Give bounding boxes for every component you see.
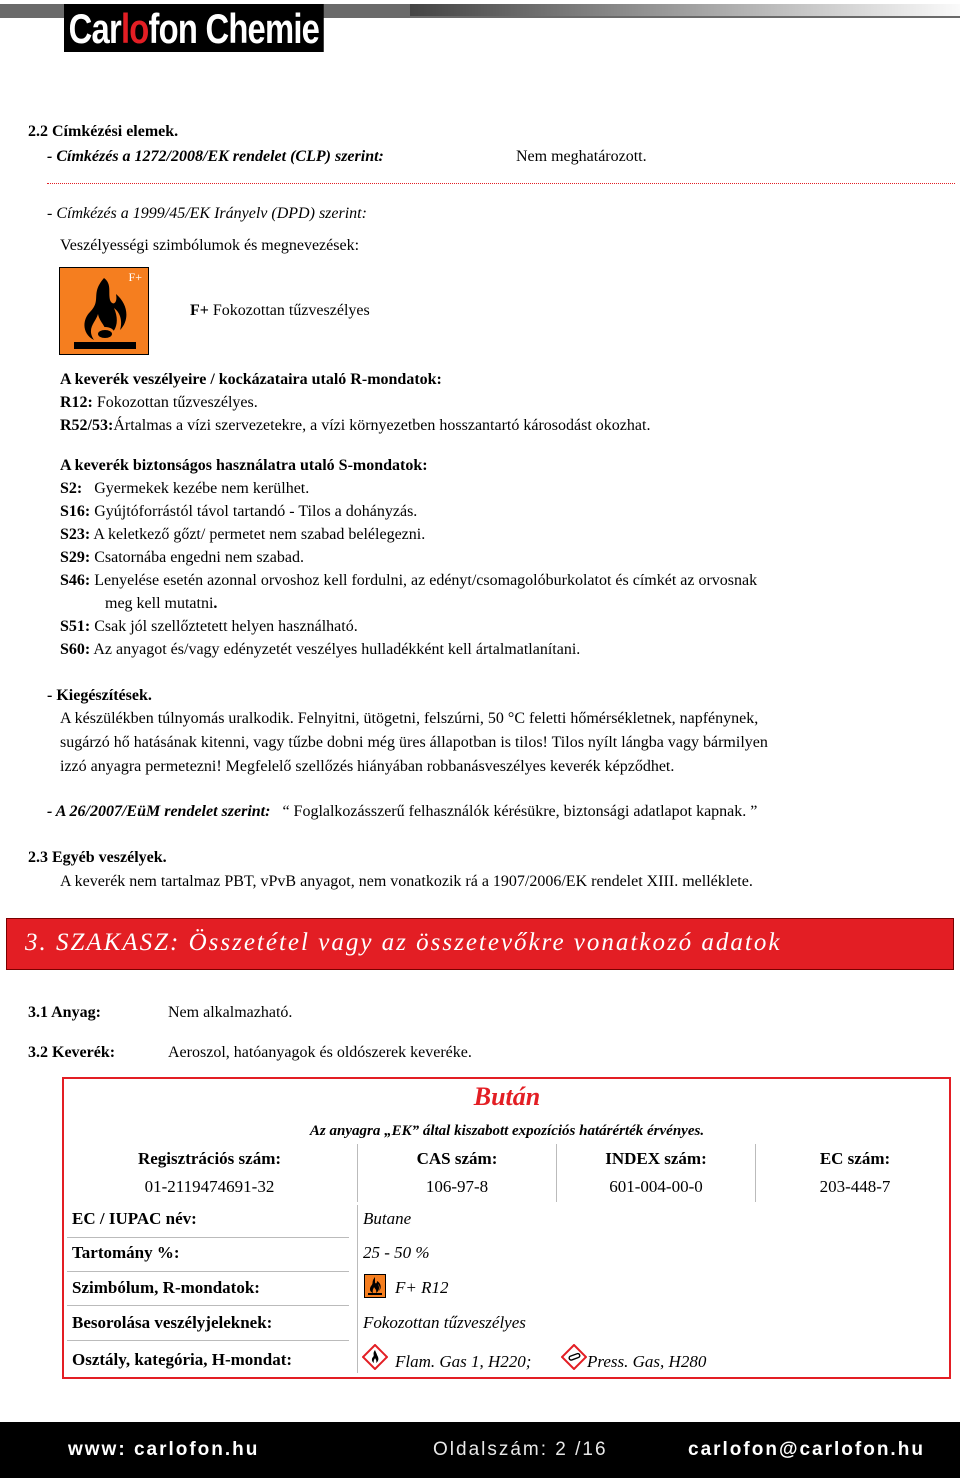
section-3-title: 3. SZAKASZ: Összetétel vagy az összetevőkre vonatkozó adatok <box>25 929 782 956</box>
dpd-label: - Címkézés a 1999/45/EK Irányelv (DPD) szerint: <box>47 205 367 222</box>
s46-line-2: meg kell mutatni. <box>105 595 218 612</box>
supplements-line-2: sugárzó hő hatásának kitenni, vagy tűzbe dobni még üres állapotban is tilos! Tilos nyílt lángba vagy bármilyen <box>60 734 768 751</box>
index-label: INDEX szám: <box>605 1149 707 1168</box>
eum-line: - A 26/2007/EüM rendelet szerint: “ Foglalkozásszerű felhasználók kérésükre, biztonsági adatlapot kapnak. ” <box>47 803 758 820</box>
h-class-label: Osztály, kategória, H-mondat: <box>72 1350 293 1369</box>
r5253-line: R52/53:Ártalmas a vízi szervezetekre, a vízi környezetben hosszantartó károsodást okozhat. <box>60 417 651 434</box>
s23-line: S23: A keletkező gőzt/ permetet nem szabad belélegezni. <box>60 526 426 543</box>
s32-value: Aeroszol, hatóanyagok és oldószerek keveréke. <box>168 1044 472 1061</box>
s29-line: S29: Csatornába engedni nem szabad. <box>60 549 304 566</box>
cas-label: CAS szám: <box>416 1149 498 1168</box>
header-bar <box>0 4 960 52</box>
clp-value: Nem meghatározott. <box>516 148 647 165</box>
symbol-value: F+ R12 <box>395 1278 449 1297</box>
row-divider <box>67 1271 349 1272</box>
classification-value: Fokozottan tűzveszélyes <box>363 1313 526 1332</box>
reg-number-value: 01-2119474691-32 <box>144 1177 275 1196</box>
h-class-value-2: Press. Gas, H280 <box>587 1352 707 1371</box>
footer-page-number: Oldalszám: 2 /16 <box>433 1439 608 1460</box>
iupac-value: Butane <box>363 1209 412 1228</box>
supplements-line-3: izzó anyagra permetezni! Megfelelő szellőzés hiányában robbanásveszélyes keverék képződhet. <box>60 758 675 775</box>
section-3-banner <box>6 918 954 970</box>
concentration-value: 25 - 50 % <box>363 1243 430 1262</box>
symbol-description: F+ Fokozottan tűzveszélyes <box>190 302 370 319</box>
symbol-label: Szimbólum, R-mondatok: <box>72 1278 260 1297</box>
ghs-flame-icon <box>362 1344 388 1370</box>
cell-divider <box>357 1205 358 1373</box>
r-phrases-title: A keverék veszélyeire / kockázataira utaló R-mondatok: <box>60 371 442 388</box>
row-divider <box>67 1237 349 1238</box>
section-2-3-text: A keverék nem tartalmaz PBT, vPvB anyagot, nem vonatkozik rá a 1907/2006/EK rendelet XIII. melléklete. <box>60 873 753 890</box>
h-class-value-1: Flam. Gas 1, H220; <box>395 1352 532 1371</box>
section-2-2-title: 2.2 Címkézési elemek. <box>28 123 179 140</box>
supplements-line-1: A készülékben túlnyomás uralkodik. Felnyitni, ütögetni, felszúrni, 50 °C feletti hőmérsékletnek, napfénynek, <box>60 710 759 727</box>
r12-line: R12: Fokozottan tűzveszélyes. <box>60 394 258 411</box>
s2-line: S2: Gyermekek kezébe nem kerülhet. <box>60 480 310 497</box>
footer-website[interactable]: www: carlofon.hu <box>68 1439 260 1460</box>
flame-hazard-icon: F+ <box>59 267 149 355</box>
flame-icon <box>364 1274 386 1298</box>
component-name: Bután <box>473 1082 541 1111</box>
ec-value: 203-448-7 <box>819 1177 891 1196</box>
section-2-3-title: 2.3 Egyéb veszélyek. <box>28 849 167 866</box>
company-logo: Carlofon Chemie <box>64 4 324 52</box>
cell-divider <box>357 1144 358 1202</box>
row-divider <box>67 1340 349 1341</box>
row-divider <box>67 1305 349 1306</box>
symbols-title: Veszélyességi szimbólumok és megnevezések: <box>60 237 360 254</box>
s51-line: S51: Csak jól szellőztetett helyen használható. <box>60 618 358 635</box>
ec-label: EC szám: <box>819 1149 891 1168</box>
supplements-title: - Kiegészítések. <box>47 687 152 704</box>
s46-line: S46: Lenyelése esetén azonnal orvoshoz kell fordulni, az edényt/csomagolóburkolatot és címkét az orvosnak <box>60 572 758 589</box>
s31-label: 3.1 Anyag: <box>28 1004 101 1021</box>
cell-divider <box>755 1144 756 1202</box>
ghs-gas-cylinder-icon <box>561 1344 587 1370</box>
index-value: 601-004-00-0 <box>609 1177 703 1196</box>
classification-label: Besorolása veszélyjeleknek: <box>72 1313 273 1332</box>
cas-value: 106-97-8 <box>425 1177 489 1196</box>
footer-email[interactable]: carlofon@carlofon.hu <box>688 1439 925 1460</box>
divider <box>47 183 955 184</box>
concentration-label: Tartomány %: <box>72 1243 180 1262</box>
footer-bar <box>0 1422 960 1478</box>
s16-line: S16: Gyújtóforrástól távol tartandó - Tilos a dohányzás. <box>60 503 418 520</box>
s60-line: S60: Az anyagot és/vagy edényzetét veszélyes hulladékként kell ártalmatlanítani. <box>60 641 581 658</box>
reg-number-label: Regisztrációs szám: <box>137 1149 282 1168</box>
s32-label: 3.2 Keverék: <box>28 1044 116 1061</box>
s-phrases-title: A keverék biztonságos használatra utaló S-mondatok: <box>60 457 428 474</box>
cell-divider <box>556 1144 557 1202</box>
s31-value: Nem alkalmazható. <box>168 1004 293 1021</box>
clp-label: - Címkézés a 1272/2008/EK rendelet (CLP) szerint: <box>47 148 384 165</box>
iupac-label: EC / IUPAC név: <box>72 1209 197 1228</box>
exposure-note: Az anyagra „EK” által kiszabott expozíciós határérték érvényes. <box>309 1123 705 1139</box>
header-gradient <box>410 4 960 16</box>
